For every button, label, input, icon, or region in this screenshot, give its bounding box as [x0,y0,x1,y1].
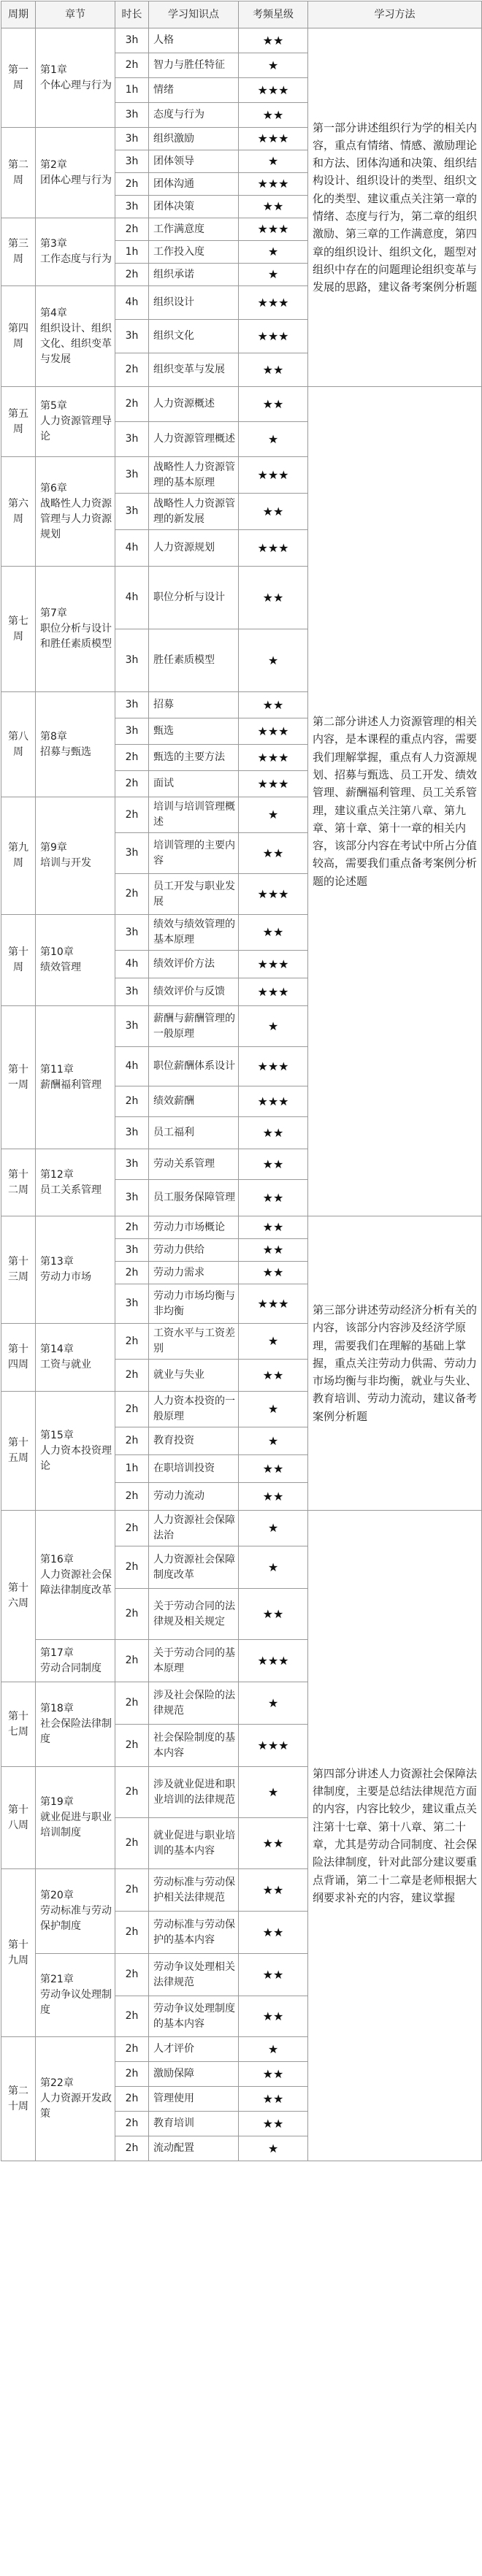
frequency-stars: ★★★ [239,173,308,196]
frequency-stars: ★★ [239,1239,308,1262]
chapter-cell: 第10章 绩效管理 [36,915,115,1006]
knowledge-point-cell: 职位分析与设计 [149,567,239,629]
hours-cell: 4h [115,567,149,629]
knowledge-point-cell: 人力资源概述 [149,387,239,422]
hours-cell: 4h [115,951,149,978]
frequency-stars: ★ [239,1682,308,1725]
hours-cell: 3h [115,978,149,1006]
knowledge-point-cell: 团体领导 [149,150,239,173]
knowledge-point-cell: 绩效与绩效管理的基本原理 [149,915,239,951]
chapter-cell: 第12章 员工关系管理 [36,1149,115,1216]
hours-cell: 3h [115,28,149,53]
chapter-cell: 第8章 招募与甄选 [36,692,115,797]
chapter-cell: 第3章 工作态度与行为 [36,218,115,286]
hours-cell: 1h [115,1455,149,1483]
knowledge-point-cell: 组织激励 [149,128,239,150]
hours-cell: 3h [115,494,149,530]
knowledge-point-cell: 人力资源管理概述 [149,422,239,457]
hours-cell: 2h [115,1589,149,1640]
frequency-stars: ★★★ [239,1725,308,1767]
frequency-stars: ★★ [239,1996,308,2037]
chapter-cell: 第21章 劳动争议处理制度 [36,1954,115,2037]
knowledge-point-cell: 培训与培训管理概述 [149,797,239,833]
chapter-cell: 第19章 就业促进与职业培训制度 [36,1767,115,1869]
hours-cell: 3h [115,1239,149,1262]
hours-cell: 2h [115,797,149,833]
frequency-stars: ★★★ [239,78,308,103]
knowledge-point-cell: 劳动力需求 [149,1262,239,1284]
knowledge-point-cell: 教育培训 [149,2112,239,2136]
hours-cell: 4h [115,286,149,320]
knowledge-point-cell: 劳动力市场概论 [149,1216,239,1239]
knowledge-point-cell: 战略性人力资源管理的基本原理 [149,457,239,494]
knowledge-point-cell: 培训管理的主要内容 [149,833,239,874]
knowledge-point-cell: 工作满意度 [149,218,239,241]
hours-cell: 3h [115,422,149,457]
knowledge-point-cell: 管理使用 [149,2087,239,2112]
study-schedule-table [1,1,482,2161]
frequency-stars: ★ [239,1006,308,1047]
hours-cell: 1h [115,78,149,103]
knowledge-point-cell: 劳动争议处理制度的基本内容 [149,1996,239,2037]
hours-cell: 3h [115,915,149,951]
knowledge-point-cell: 劳动标准与劳动保护的基本内容 [149,1912,239,1954]
chapter-cell: 第5章 人力资源管理导论 [36,387,115,457]
frequency-stars: ★★★ [239,1640,308,1682]
hours-cell: 2h [115,1483,149,1511]
frequency-stars: ★★★ [239,771,308,797]
study-method-cell: 第一部分讲述组织行为学的相关内容，重点有情绪、情感、激励理论和方法、团体沟通和决策、组织结构设计、组织设计的类型、组织文化的类型、建议重点关注第一章的情绪、态度与行为，第二章的组织激励、第三章的工作满意度，第四章的组织设计、组织文化，题型对组织中存在的问题理论组织变革与发展的思路，建议备考案例分析题 [308,28,482,387]
frequency-stars: ★ [239,1546,308,1589]
week-cell: 第三周 [1,218,36,286]
hours-cell: 2h [115,1427,149,1455]
hours-cell: 3h [115,1284,149,1324]
frequency-stars: ★★★ [239,320,308,353]
knowledge-point-cell: 关于劳动合同的基本原理 [149,1640,239,1682]
knowledge-point-cell: 面试 [149,771,239,797]
week-cell: 第六周 [1,457,36,567]
knowledge-point-cell: 在职培训投资 [149,1455,239,1483]
knowledge-point-cell: 绩效评价方法 [149,951,239,978]
week-cell: 第二十周 [1,2037,36,2161]
week-cell: 第八周 [1,692,36,797]
knowledge-point-cell: 激励保障 [149,2062,239,2087]
chapter-cell: 第2章 团体心理与行为 [36,128,115,218]
frequency-stars: ★★ [239,1869,308,1912]
knowledge-point-cell: 情绪 [149,78,239,103]
chapter-cell: 第22章 人力资源开发政策 [36,2037,115,2161]
hours-cell: 2h [115,874,149,915]
frequency-stars: ★ [239,629,308,692]
frequency-stars: ★★ [239,2062,308,2087]
frequency-stars: ★ [239,1324,308,1360]
frequency-stars: ★★ [239,833,308,874]
chapter-cell: 第20章 劳动标准与劳动保护制度 [36,1869,115,1954]
knowledge-point-cell: 工资水平与工资差别 [149,1324,239,1360]
frequency-stars: ★★★ [239,218,308,241]
knowledge-point-cell: 员工福利 [149,1117,239,1149]
frequency-stars: ★★ [239,494,308,530]
frequency-stars: ★★ [239,1149,308,1180]
frequency-stars: ★★★ [239,718,308,745]
week-cell: 第十二周 [1,1149,36,1216]
week-cell: 第十一周 [1,1006,36,1149]
week-cell: 第二周 [1,128,36,218]
frequency-stars: ★★ [239,1360,308,1392]
hours-cell: 3h [115,196,149,218]
hours-cell: 2h [115,2062,149,2087]
knowledge-point-cell: 涉及社会保险的法律规范 [149,1682,239,1725]
frequency-stars: ★ [239,1767,308,1818]
hours-cell: 2h [115,1640,149,1682]
frequency-stars: ★★ [239,1262,308,1284]
table-row [1,1511,482,1546]
chapter-cell: 第15章 人力资本投资理论 [36,1392,115,1511]
table-row [1,28,482,53]
frequency-stars: ★ [239,2136,308,2161]
knowledge-point-cell: 战略性人力资源管理的新发展 [149,494,239,530]
hours-cell: 2h [115,1324,149,1360]
knowledge-point-cell: 人力资源社会保障制度改革 [149,1546,239,1589]
frequency-stars: ★ [239,2037,308,2062]
frequency-stars: ★★★ [239,745,308,771]
knowledge-point-cell: 人力资源社会保障法治 [149,1511,239,1546]
frequency-stars: ★★ [239,1589,308,1640]
hours-cell: 3h [115,457,149,494]
frequency-stars: ★★ [239,1912,308,1954]
knowledge-point-cell: 智力与胜任特征 [149,53,239,78]
hours-cell: 2h [115,1682,149,1725]
knowledge-point-cell: 人力资本投资的一般原理 [149,1392,239,1427]
frequency-stars: ★ [239,422,308,457]
knowledge-point-cell: 人才评价 [149,2037,239,2062]
hours-cell: 2h [115,264,149,286]
frequency-stars: ★★ [239,1216,308,1239]
frequency-stars: ★★ [239,2112,308,2136]
hours-cell: 1h [115,241,149,264]
knowledge-point-cell: 组织承诺 [149,264,239,286]
hours-cell: 2h [115,1546,149,1589]
hours-cell: 3h [115,1006,149,1047]
hours-cell: 2h [115,1767,149,1818]
frequency-stars: ★★ [239,567,308,629]
knowledge-point-cell: 职位薪酬体系设计 [149,1047,239,1086]
hours-cell: 3h [115,1180,149,1216]
knowledge-point-cell: 态度与行为 [149,103,239,128]
hours-cell: 2h [115,53,149,78]
knowledge-point-cell: 团体决策 [149,196,239,218]
knowledge-point-cell: 劳动力市场均衡与非均衡 [149,1284,239,1324]
hours-cell: 3h [115,320,149,353]
study-method-cell: 第二部分讲述人力资源管理的相关内容，是本课程的重点内容，需要我们理解掌握，重点有人力资源规划、招募与甄选、员工开发、绩效管理、薪酬福利管理、员工关系管理，建议重点关注第八章、第九章、第十章、第十一章的相关内容，该部分内容在考试中所占分值较高，需要我们重点备考案例分析题的论述题 [308,387,482,1216]
frequency-stars: ★★ [239,28,308,53]
knowledge-point-cell: 教育投资 [149,1427,239,1455]
knowledge-point-cell: 流动配置 [149,2136,239,2161]
knowledge-point-cell: 组织变革与发展 [149,353,239,387]
knowledge-point-cell: 组织设计 [149,286,239,320]
frequency-stars: ★★★ [239,978,308,1006]
knowledge-point-cell: 组织文化 [149,320,239,353]
hours-cell: 2h [115,1818,149,1869]
knowledge-point-cell: 劳动力供给 [149,1239,239,1262]
frequency-stars: ★★ [239,1483,308,1511]
week-cell: 第十九周 [1,1869,36,2037]
frequency-stars: ★★★ [239,874,308,915]
frequency-stars: ★ [239,241,308,264]
chapter-cell: 第16章 人力资源社会保障法律制度改革 [36,1511,115,1640]
hours-cell: 3h [115,128,149,150]
hours-cell: 4h [115,530,149,567]
knowledge-point-cell: 绩效薪酬 [149,1086,239,1117]
chapter-cell: 第14章 工资与就业 [36,1324,115,1392]
hours-cell: 2h [115,1511,149,1546]
hours-cell: 2h [115,771,149,797]
knowledge-point-cell: 甄选的主要方法 [149,745,239,771]
week-cell: 第四周 [1,286,36,387]
hours-cell: 2h [115,1360,149,1392]
knowledge-point-cell: 就业促进与职业培训的基本内容 [149,1818,239,1869]
frequency-stars: ★ [239,1427,308,1455]
hours-cell: 3h [115,150,149,173]
frequency-stars: ★★ [239,1818,308,1869]
chapter-cell: 第7章 职位分析与设计和胜任素质模型 [36,567,115,692]
hours-cell: 2h [115,1954,149,1996]
hours-cell: 4h [115,1047,149,1086]
hours-cell: 3h [115,718,149,745]
chapter-cell: 第17章 劳动合同制度 [36,1640,115,1682]
hours-cell: 2h [115,2112,149,2136]
hours-cell: 3h [115,1117,149,1149]
knowledge-point-cell: 员工服务保障管理 [149,1180,239,1216]
frequency-stars: ★★ [239,692,308,718]
week-cell: 第十四周 [1,1324,36,1392]
frequency-stars: ★★★ [239,951,308,978]
study-method-cell: 第三部分讲述劳动经济分析有关的内容，该部分内容涉及经济学原理，需要我们在理解的基础上掌握，重点关注劳动力供需、劳动力市场均衡与非均衡，就业与失业、教育培训、劳动力流动，建议备考案例分析题 [308,1216,482,1511]
chapter-cell: 第11章 薪酬福利管理 [36,1006,115,1149]
frequency-stars: ★★ [239,1180,308,1216]
week-cell: 第九周 [1,797,36,915]
knowledge-point-cell: 劳动争议处理相关法律规范 [149,1954,239,1996]
frequency-stars: ★★ [239,2087,308,2112]
knowledge-point-cell: 绩效评价与反馈 [149,978,239,1006]
knowledge-point-cell: 涉及就业促进和职业培训的法律规范 [149,1767,239,1818]
hours-cell: 2h [115,173,149,196]
frequency-stars: ★★ [239,1455,308,1483]
hours-cell: 2h [115,2037,149,2062]
hours-cell: 2h [115,745,149,771]
hours-cell: 2h [115,1996,149,2037]
hours-cell: 3h [115,833,149,874]
frequency-stars: ★★ [239,353,308,387]
frequency-stars: ★★ [239,915,308,951]
hours-cell: 2h [115,1725,149,1767]
chapter-cell: 第18章 社会保险法律制度 [36,1682,115,1767]
chapter-cell: 第4章 组织设计、组织文化、组织变革与发展 [36,286,115,387]
hours-cell: 3h [115,692,149,718]
header-row [1,1,482,28]
frequency-stars: ★★★ [239,530,308,567]
knowledge-point-cell: 工作投入度 [149,241,239,264]
frequency-stars: ★★★ [239,1284,308,1324]
header-week: 周期 [1,1,36,28]
knowledge-point-cell: 甄选 [149,718,239,745]
hours-cell: 3h [115,1149,149,1180]
week-cell: 第十七周 [1,1682,36,1767]
frequency-stars: ★ [239,150,308,173]
frequency-stars: ★★★ [239,1086,308,1117]
frequency-stars: ★★ [239,103,308,128]
frequency-stars: ★ [239,53,308,78]
hours-cell: 3h [115,629,149,692]
frequency-stars: ★ [239,264,308,286]
frequency-stars: ★★ [239,196,308,218]
week-cell: 第十六周 [1,1511,36,1682]
week-cell: 第十周 [1,915,36,1006]
study-method-cell: 第四部分讲述人力资源社会保障法律制度，主要是总结法律规范方面的内容，内容比较少，建议重点关注第十七章、第十八章、第二十章，尤其是劳动合同制度、社会保险法律制度，针对此部分建议要重点背诵，第二十二章是老师根据大纲要求补充的内容，建议掌握 [308,1511,482,2161]
chapter-cell: 第9章 培训与开发 [36,797,115,915]
frequency-stars: ★★★ [239,457,308,494]
knowledge-point-cell: 胜任素质模型 [149,629,239,692]
hours-cell: 2h [115,2136,149,2161]
header-hours: 时长 [115,1,149,28]
frequency-stars: ★★★ [239,1047,308,1086]
knowledge-point-cell: 招募 [149,692,239,718]
knowledge-point-cell: 劳动力流动 [149,1483,239,1511]
hours-cell: 2h [115,1912,149,1954]
knowledge-point-cell: 就业与失业 [149,1360,239,1392]
hours-cell: 3h [115,103,149,128]
schedule-body [1,28,482,2161]
knowledge-point-cell: 人格 [149,28,239,53]
header-method: 学习方法 [308,1,482,28]
frequency-stars: ★★★ [239,286,308,320]
week-cell: 第十三周 [1,1216,36,1324]
table-row [1,1216,482,1239]
knowledge-point-cell: 人力资源规划 [149,530,239,567]
header-frequency: 考频星级 [239,1,308,28]
header-chapter: 章节 [36,1,115,28]
frequency-stars: ★ [239,797,308,833]
frequency-stars: ★★ [239,1117,308,1149]
frequency-stars: ★★★ [239,128,308,150]
hours-cell: 2h [115,387,149,422]
frequency-stars: ★★ [239,1954,308,1996]
knowledge-point-cell: 关于劳动合同的法律规及相关规定 [149,1589,239,1640]
knowledge-point-cell: 劳动标准与劳动保护相关法律规范 [149,1869,239,1912]
week-cell: 第十五周 [1,1392,36,1511]
header-knowledge-point: 学习知识点 [149,1,239,28]
table-row [1,387,482,422]
knowledge-point-cell: 员工开发与职业发展 [149,874,239,915]
hours-cell: 2h [115,1392,149,1427]
knowledge-point-cell: 团体沟通 [149,173,239,196]
hours-cell: 2h [115,353,149,387]
chapter-cell: 第13章 劳动力市场 [36,1216,115,1324]
hours-cell: 2h [115,218,149,241]
week-cell: 第十八周 [1,1767,36,1869]
hours-cell: 2h [115,2087,149,2112]
week-cell: 第七周 [1,567,36,692]
chapter-cell: 第6章 战略性人力资源管理与人力资源规划 [36,457,115,567]
week-cell: 第一周 [1,28,36,128]
hours-cell: 2h [115,1869,149,1912]
frequency-stars: ★★ [239,387,308,422]
frequency-stars: ★ [239,1392,308,1427]
week-cell: 第五周 [1,387,36,457]
hours-cell: 2h [115,1216,149,1239]
knowledge-point-cell: 社会保险制度的基本内容 [149,1725,239,1767]
hours-cell: 2h [115,1262,149,1284]
hours-cell: 2h [115,1086,149,1117]
knowledge-point-cell: 薪酬与薪酬管理的一般原理 [149,1006,239,1047]
frequency-stars: ★ [239,1511,308,1546]
knowledge-point-cell: 劳动关系管理 [149,1149,239,1180]
chapter-cell: 第1章 个体心理与行为 [36,28,115,128]
